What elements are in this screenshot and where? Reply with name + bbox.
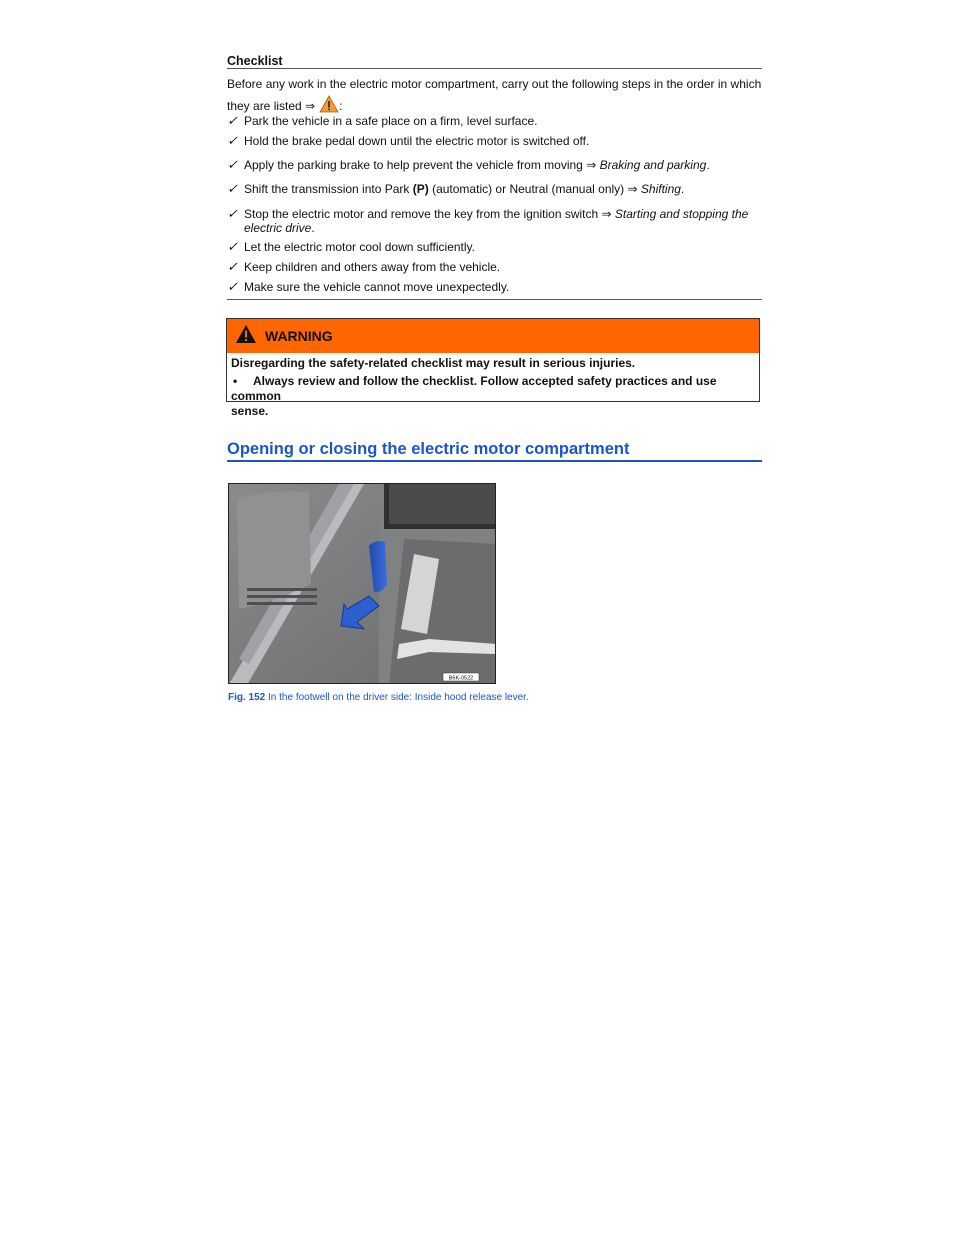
item-text: Apply the parking brake to help prevent the vehicle from moving ⇒ (244, 158, 600, 172)
item-after: . (311, 221, 315, 235)
warning-bullet-item (231, 374, 755, 404)
checklist-item (227, 134, 762, 148)
checklist-item-text (244, 182, 684, 196)
check-icon: ✓ (227, 181, 238, 196)
item-text: Stop the electric motor and remove the key from the ignition switch ⇒ (244, 207, 615, 221)
check-icon: ✓ (227, 259, 238, 274)
item-bold: (P) (412, 182, 429, 196)
item-text: (automatic) or Neutral (manual only) ⇒ (428, 182, 641, 196)
warning-header (227, 319, 759, 353)
item-text: Shift the transmission into Park (244, 182, 413, 196)
intro-line-1: Before any work in the electric motor compartment, carry out the following steps in the order in which (227, 77, 762, 91)
checklist-item-text (244, 158, 710, 172)
checklist-item (227, 158, 762, 172)
check-icon: ✓ (227, 157, 238, 172)
checklist-title: Checklist (227, 54, 283, 68)
footwell-illustration (229, 484, 496, 684)
check-icon: ✓ (227, 133, 238, 148)
checklist-item-text: Keep children and others away from the vehicle. (244, 260, 501, 274)
cross-reference-link[interactable]: Braking and parking (599, 158, 707, 172)
section-divider (227, 460, 762, 462)
warning-box (226, 318, 760, 418)
warning-bullet-continuation: sense. (231, 404, 269, 418)
warning-icon (235, 324, 257, 349)
caption-text: In the footwell on the driver side: Inside hood release lever. (265, 692, 529, 703)
bullet: • (233, 374, 238, 388)
warning-text: Disregarding the safety-related checklist may result in serious injuries. (231, 356, 636, 370)
check-icon: ✓ (227, 239, 238, 254)
item-after: . (706, 158, 710, 172)
warning-bullet-text: Always review and follow the checklist. Follow accepted safety practices and use common (231, 374, 717, 403)
divider (227, 68, 762, 69)
checklist-item (227, 114, 762, 128)
divider (227, 299, 762, 300)
hood-release-figure (228, 483, 496, 684)
intro-line-2-suffix: : (339, 99, 343, 113)
section-title: Opening or closing the electric motor compartment (227, 440, 630, 458)
item-after: . (680, 182, 685, 196)
warning-label: WARNING (265, 328, 333, 344)
figure-code: B6K-0522 (448, 675, 474, 682)
checklist-item-text: Hold the brake pedal down until the electric motor is switched off. (244, 134, 590, 148)
cross-reference-link[interactable]: Shifting (640, 182, 681, 196)
checklist-item (227, 260, 762, 274)
caption-label: Fig. 152 (228, 692, 266, 703)
checklist-item (227, 182, 762, 196)
warning-body (227, 353, 759, 419)
intro-line-2-prefix: they are listed ⇒ (227, 99, 316, 113)
checklist-item-text: Park the vehicle in a safe place on a firm, level surface. (244, 114, 538, 128)
cross-reference-link[interactable]: Starting and stopping the (614, 207, 749, 221)
checklist-item-text: Make sure the vehicle cannot move unexpectedly. (244, 280, 510, 294)
figure-caption (228, 692, 529, 703)
checklist-item (227, 280, 762, 294)
check-icon: ✓ (227, 113, 238, 128)
cross-reference-link[interactable]: electric drive (244, 221, 312, 235)
checklist-item-text (244, 207, 748, 235)
check-icon: ✓ (227, 206, 238, 221)
checklist-item (227, 240, 762, 254)
checklist-item (227, 207, 762, 235)
check-icon: ✓ (227, 279, 238, 294)
checklist-item-text: Let the electric motor cool down sufficiently. (244, 240, 475, 254)
